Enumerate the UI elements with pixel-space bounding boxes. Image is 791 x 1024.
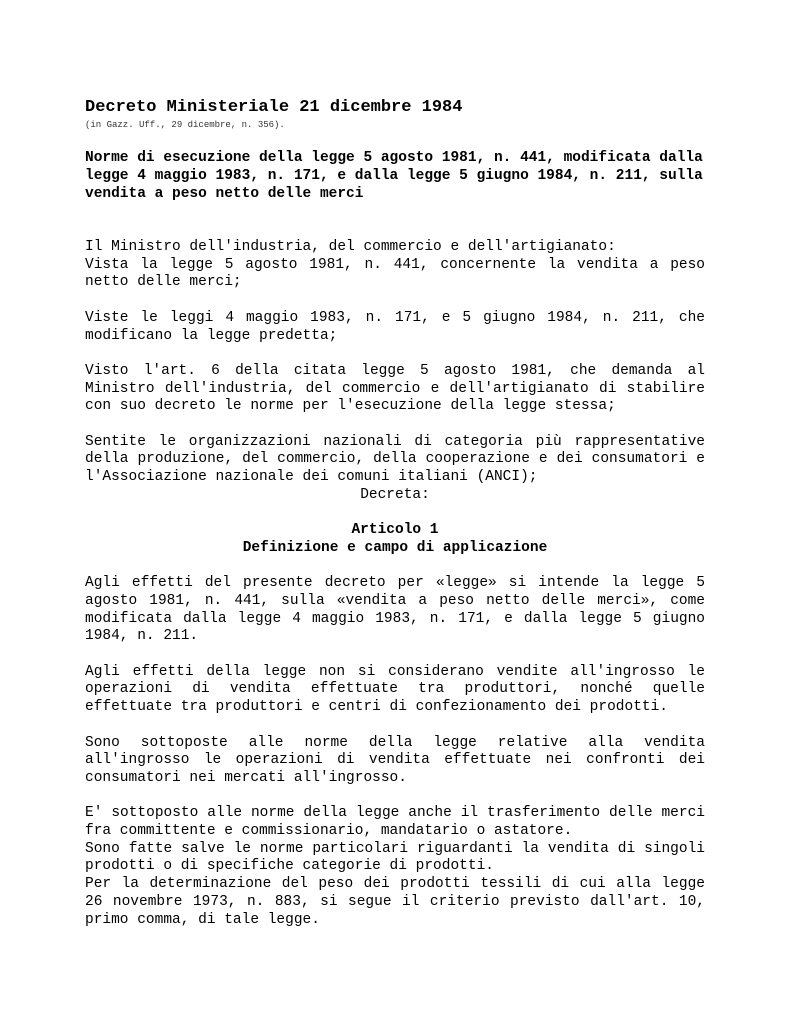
preamble-visto: Visto l'art. 6 della citata legge 5 agosto 1981, che demanda al Ministro dell'industria, del commercio e dell'artigianato di stabilire con suo decreto le norme per l'esecuzione della legge stessa;: [85, 362, 705, 415]
preamble-sentite: Sentite le organizzazioni nazionali di categoria più rappresentative della produzione, del commercio, della cooperazione e dei consumatori e l'Associazione nazionale dei comuni italiani (ANCI);: [85, 433, 705, 486]
document-heading: Norme di esecuzione della legge 5 agosto 1981, n. 441, modificata dalla legge 4 maggio 1983, n. 171, e dalla legge 5 giugno 1984, n. 211, sulla vendita a peso netto delle merci: [85, 150, 703, 202]
article-number: Articolo 1: [351, 522, 439, 539]
preamble-minister: Il Ministro dell'industria, del commercio e dell'artigianato:: [85, 239, 616, 255]
document-title: Decreto Ministeriale 21 dicembre 1984: [85, 98, 463, 117]
document-page: [85, 98, 705, 929]
preamble-vista: Vista la legge 5 agosto 1981, n. 441, concernente la vendita a peso netto delle merci;: [85, 256, 705, 291]
article-paragraph: Agli effetti della legge non si considerano vendite all'ingrosso le operazioni di vendita effettuate tra produttori, nonché quelle effettuate tra produttori e centri di confezionamento dei prodotti.: [85, 663, 705, 716]
article-paragraph: Sono fatte salve le norme particolari riguardanti la vendita di singoli prodotti o di specifiche categorie di prodotti.: [85, 840, 705, 875]
article-title: Definizione e campo di applicazione: [242, 539, 548, 556]
publication-reference: (in Gazz. Uff., 29 dicembre, n. 356).: [85, 120, 285, 130]
preamble-decreta: Decreta:: [360, 486, 430, 503]
article-paragraph: Per la determinazione del peso dei prodotti tessili di cui alla legge 26 novembre 1973, n. 883, si segue il criterio previsto dall'art. 10, primo comma, di tale legge.: [85, 876, 705, 928]
article-paragraph: Sono sottoposte alle norme della legge relative alla vendita all'ingrosso le operazioni di vendita effettuate nei confronti dei consumatori nei mercati all'ingrosso.: [85, 734, 705, 786]
article-paragraph: E' sottoposto alle norme della legge anche il trasferimento delle merci fra committente e commissionario, mandatario o astatore.: [85, 805, 705, 840]
preamble-viste: Viste le leggi 4 maggio 1983, n. 171, e 5 giugno 1984, n. 211, che modificano la legge predetta;: [85, 309, 705, 344]
article-1: [85, 522, 705, 929]
article-paragraph: Agli effetti del presente decreto per «legge» si intende la legge 5 agosto 1981, n. 441, sulla «vendita a peso netto delle merci», come modificata dalla legge 4 maggio 1983, n. 171, e dalla legge 5 giugno 1984, n. 211.: [85, 575, 705, 645]
